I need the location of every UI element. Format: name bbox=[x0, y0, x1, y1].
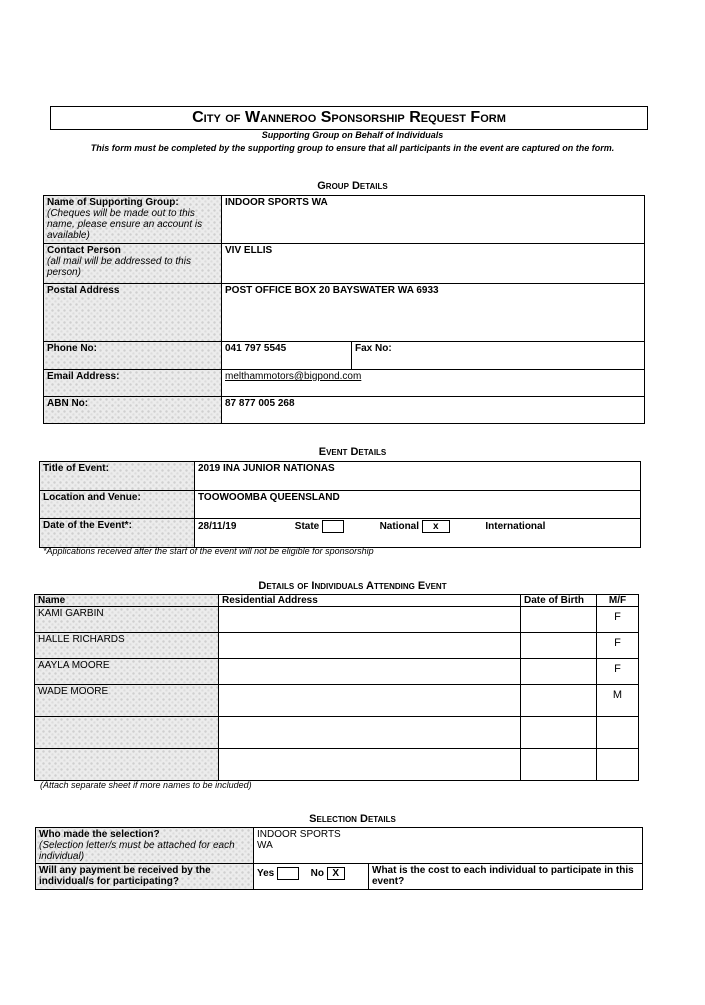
column-header-mf: M/F bbox=[597, 595, 639, 607]
column-header-address: Residential Address bbox=[219, 595, 521, 607]
selection-who-value: INDOOR SPORTS WA bbox=[257, 829, 341, 851]
supporting-group-field[interactable]: INDOOR SPORTS WA bbox=[222, 196, 645, 244]
table-row bbox=[35, 633, 639, 659]
individual-address[interactable] bbox=[219, 659, 521, 685]
selection-who-label: Who made the selection? bbox=[39, 829, 160, 840]
supporting-group-label-cell bbox=[44, 196, 222, 244]
individual-name[interactable] bbox=[35, 749, 219, 781]
form-instruction: This form must be completed by the supporting group to ensure that all participants in the event are captured on the form. bbox=[90, 143, 615, 153]
selection-who-note: (Selection letter/s must be attached for each individual) bbox=[39, 840, 235, 862]
state-label: State bbox=[294, 521, 320, 533]
abn-label: ABN No: bbox=[44, 397, 222, 424]
individuals-table bbox=[34, 594, 639, 781]
international-label: International bbox=[485, 521, 546, 533]
column-header-name: Name bbox=[35, 595, 219, 607]
selection-details-heading: Selection Details bbox=[309, 813, 396, 825]
postal-field[interactable]: POST OFFICE BOX 20 BAYSWATER WA 6933 bbox=[222, 284, 645, 342]
supporting-group-label: Name of Supporting Group: bbox=[47, 197, 179, 208]
email-label: Email Address: bbox=[44, 370, 222, 397]
individual-mf[interactable]: F bbox=[597, 607, 639, 633]
individual-name[interactable]: AAYLA MOORE bbox=[35, 659, 219, 685]
fax-label: Fax No: bbox=[355, 343, 392, 354]
table-row bbox=[35, 685, 639, 717]
event-title-label: Title of Event: bbox=[40, 462, 195, 491]
selection-who-field[interactable] bbox=[254, 828, 643, 864]
supporting-group-note: (Cheques will be made out to this name, please ensure an account is available) bbox=[47, 208, 203, 241]
form-title: City of Wanneroo Sponsorship Request Form bbox=[50, 106, 648, 130]
event-location-label: Location and Venue: bbox=[40, 491, 195, 519]
individual-dob[interactable] bbox=[521, 685, 597, 717]
contact-label-cell bbox=[44, 244, 222, 284]
individual-address[interactable] bbox=[219, 633, 521, 659]
fax-cell[interactable] bbox=[352, 342, 645, 370]
individual-mf[interactable]: F bbox=[597, 633, 639, 659]
individual-dob[interactable] bbox=[521, 717, 597, 749]
selection-who-label-cell bbox=[36, 828, 254, 864]
phone-label: Phone No: bbox=[44, 342, 222, 370]
postal-label: Postal Address bbox=[44, 284, 222, 342]
event-date-row bbox=[195, 519, 641, 548]
yes-checkbox[interactable] bbox=[277, 867, 299, 880]
individual-dob[interactable] bbox=[521, 749, 597, 781]
individual-dob[interactable] bbox=[521, 659, 597, 685]
group-details-heading: Group Details bbox=[317, 180, 388, 192]
cost-label[interactable]: What is the cost to each individual to participate in this event? bbox=[369, 864, 643, 890]
individual-dob[interactable] bbox=[521, 607, 597, 633]
table-row bbox=[35, 607, 639, 633]
individual-address[interactable] bbox=[219, 749, 521, 781]
individual-mf[interactable]: F bbox=[597, 659, 639, 685]
yes-label: Yes bbox=[257, 868, 275, 880]
phone-field[interactable]: 041 797 5545 bbox=[222, 342, 352, 370]
individual-mf[interactable] bbox=[597, 749, 639, 781]
table-row bbox=[35, 659, 639, 685]
event-details-table bbox=[39, 461, 641, 548]
event-footnote: *Applications received after the start of the event will not be eligible for sponsorship bbox=[43, 546, 374, 556]
payment-options bbox=[254, 864, 369, 890]
event-date-label: Date of the Event*: bbox=[40, 519, 195, 548]
event-title-field[interactable]: 2019 INA JUNIOR NATIONAS bbox=[195, 462, 641, 491]
individual-address[interactable] bbox=[219, 685, 521, 717]
table-row bbox=[35, 749, 639, 781]
payment-label: Will any payment be received by the individual/s for participating? bbox=[36, 864, 254, 890]
selection-details-table bbox=[35, 827, 643, 890]
no-label: No bbox=[310, 868, 324, 880]
individual-address[interactable] bbox=[219, 607, 521, 633]
email-field[interactable]: melthammotors@bigpond.com bbox=[222, 370, 645, 397]
form-subtitle: Supporting Group on Behalf of Individuals bbox=[261, 130, 444, 140]
individuals-note: (Attach separate sheet if more names to be included) bbox=[40, 780, 252, 790]
individual-mf[interactable] bbox=[597, 717, 639, 749]
column-header-dob: Date of Birth bbox=[521, 595, 597, 607]
event-location-field[interactable]: TOOWOOMBA QUEENSLAND bbox=[195, 491, 641, 519]
national-checkbox[interactable]: x bbox=[422, 520, 450, 533]
individuals-heading: Details of Individuals Attending Event bbox=[258, 580, 447, 592]
event-date-field[interactable]: 28/11/19 bbox=[198, 521, 237, 533]
state-checkbox[interactable] bbox=[322, 520, 344, 533]
individual-name[interactable]: KAMI GARBIN bbox=[35, 607, 219, 633]
individual-name[interactable]: HALLE RICHARDS bbox=[35, 633, 219, 659]
event-details-heading: Event Details bbox=[318, 446, 387, 458]
contact-field[interactable]: VIV ELLIS bbox=[222, 244, 645, 284]
table-row bbox=[35, 717, 639, 749]
individual-name[interactable] bbox=[35, 717, 219, 749]
individual-address[interactable] bbox=[219, 717, 521, 749]
individual-mf[interactable]: M bbox=[597, 685, 639, 717]
contact-label: Contact Person bbox=[47, 245, 121, 256]
no-checkbox[interactable]: X bbox=[327, 867, 345, 880]
group-details-table bbox=[43, 195, 645, 424]
national-label: National bbox=[379, 521, 420, 533]
contact-note: (all mail will be addressed to this person) bbox=[47, 256, 191, 278]
abn-field[interactable]: 87 877 005 268 bbox=[222, 397, 645, 424]
individual-dob[interactable] bbox=[521, 633, 597, 659]
individual-name[interactable]: WADE MOORE bbox=[35, 685, 219, 717]
